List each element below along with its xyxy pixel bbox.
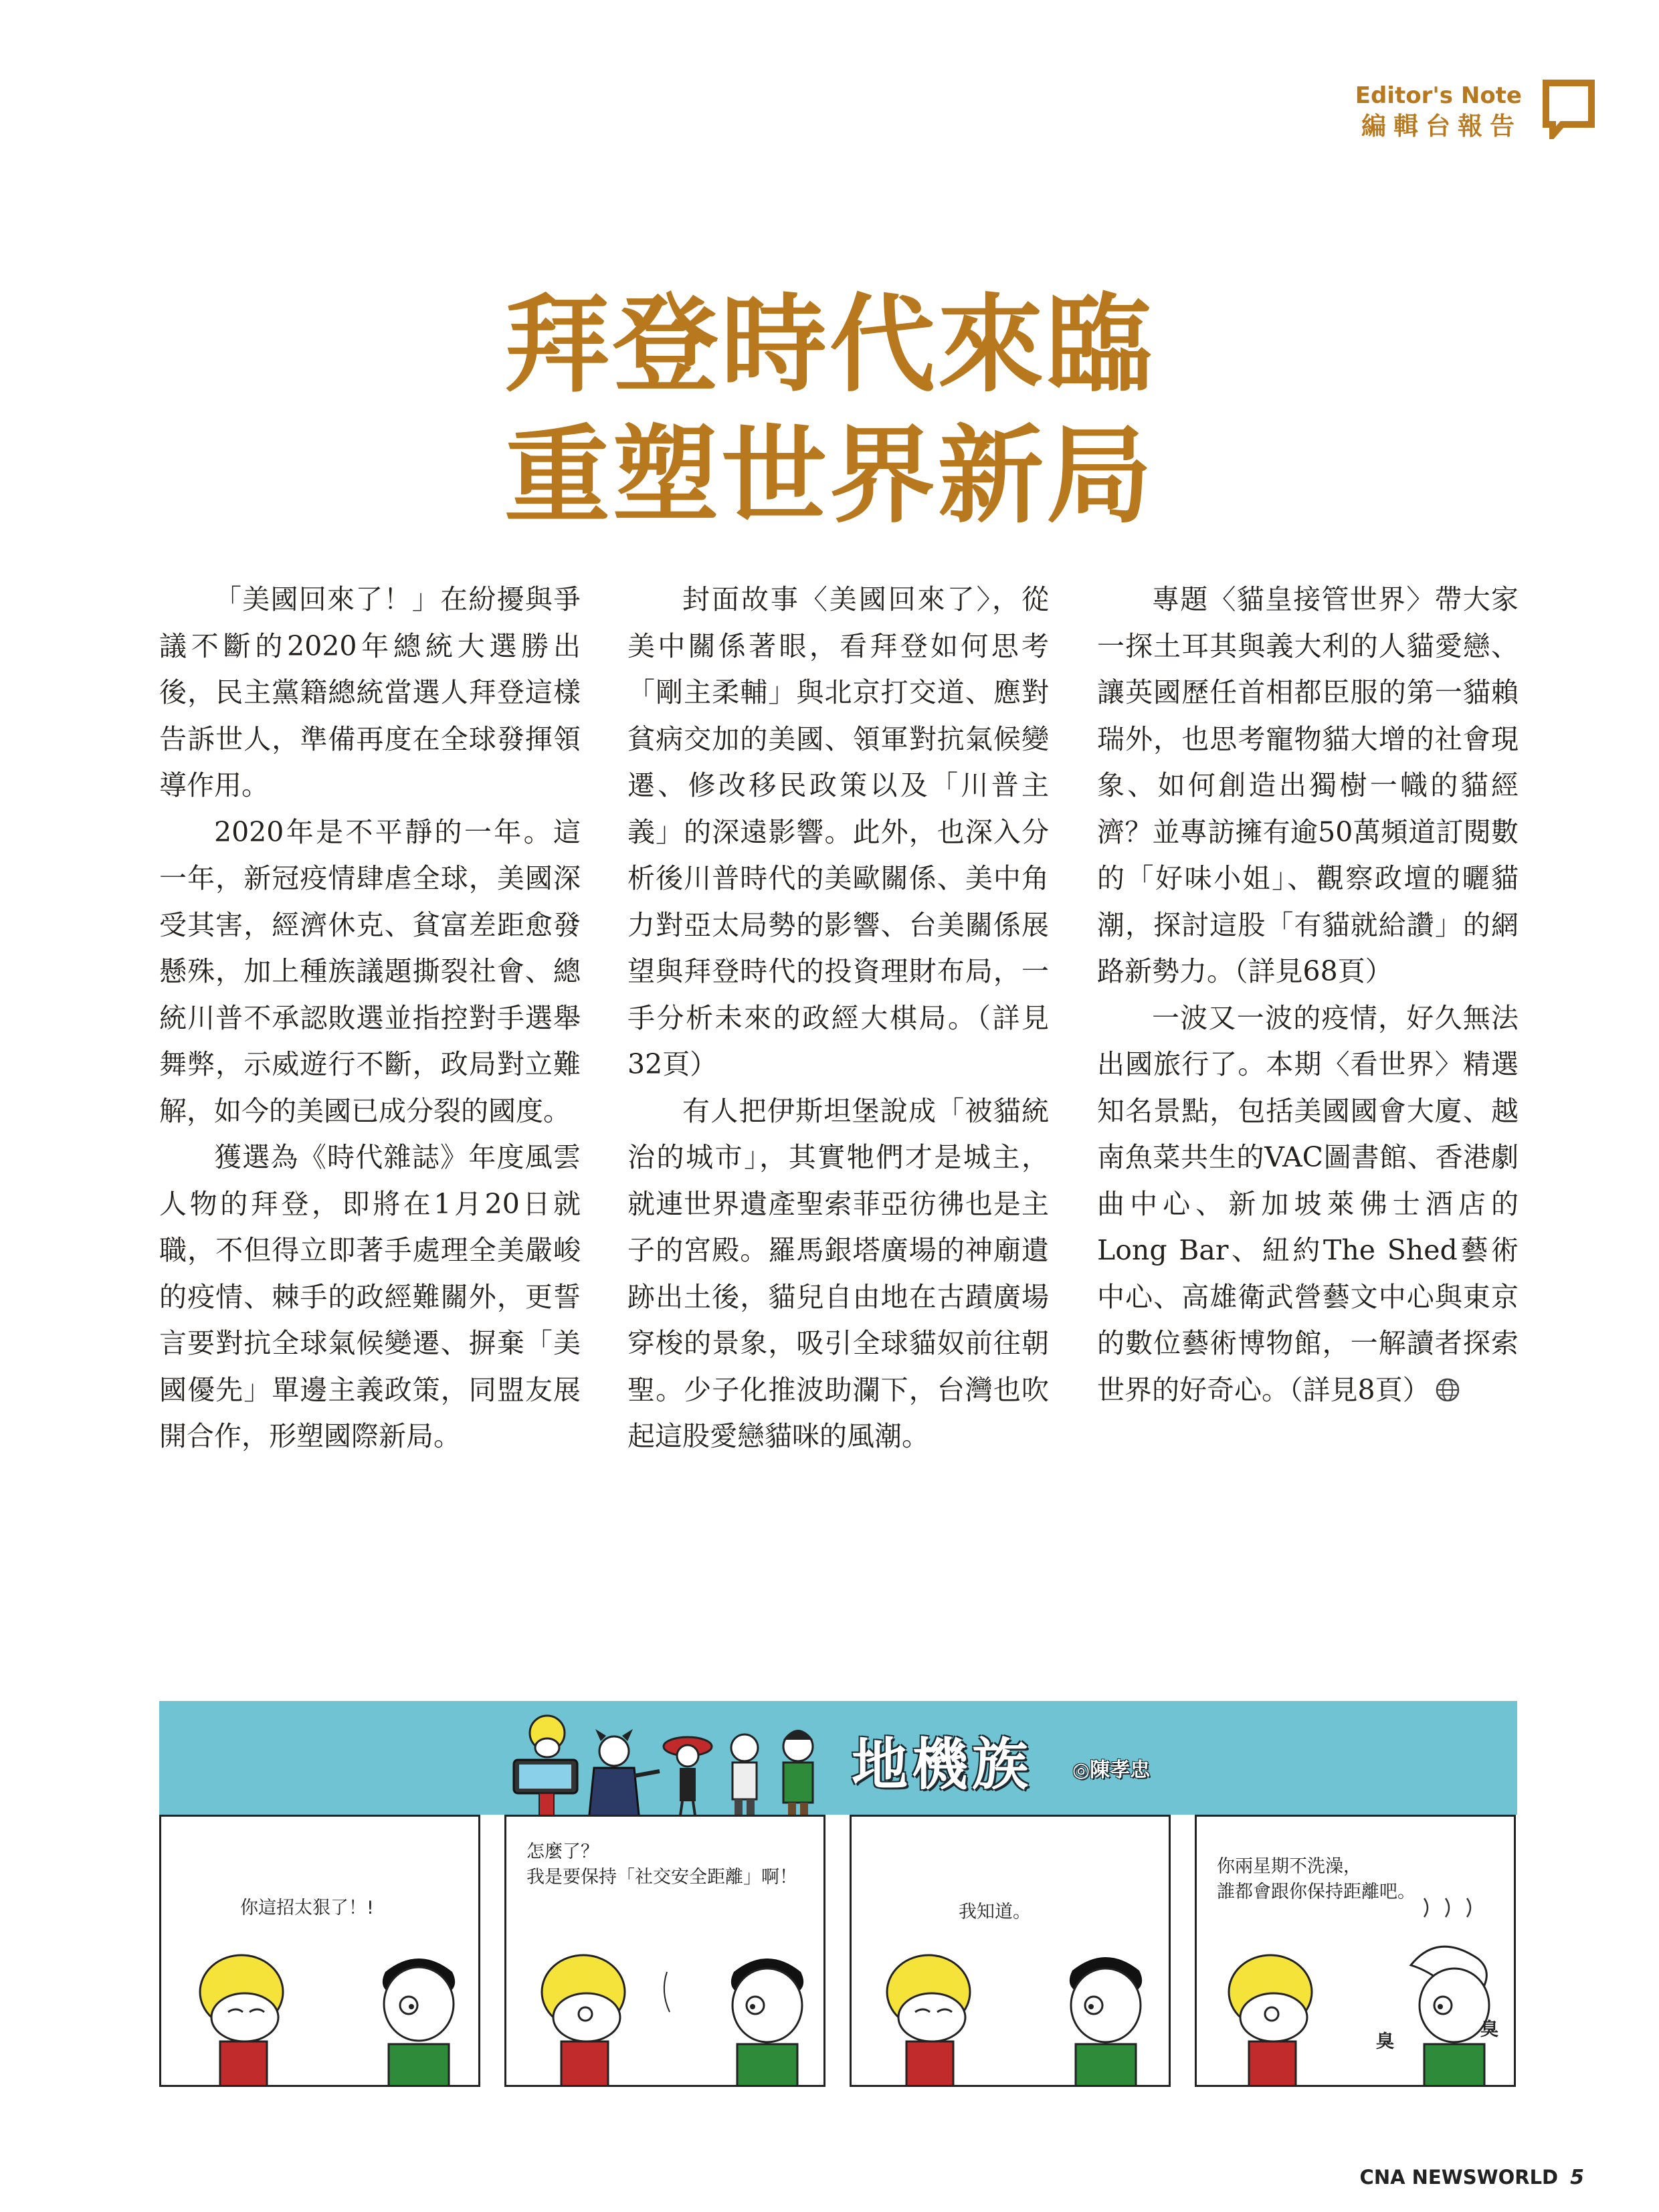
sound-effect-label: 臭: [1480, 2019, 1498, 2040]
title-line-1: 拜登時代來臨: [504, 283, 1155, 407]
paragraph: 專題〈貓皇接管世界〉帶大家一探土耳其與義大利的人貓愛戀、讓英國歷任首相都臣服的第一貓賴瑞外，也思考寵物貓大增的社會現象、如何創造出獨樹一幟的貓經濟？並專訪擁有逾50萬頻道訂閱數的「好味小姐」、觀察政壇的曬貓潮，探討這股「有貓就給讚」的網路新勢力。（詳見68頁）: [1097, 583, 1519, 987]
comic-panel-art: [1197, 1817, 1516, 2087]
page-footer: [1360, 2166, 1584, 2189]
magazine-name: CNA NEWSWORLD: [1359, 2166, 1559, 2189]
paragraph: 2020年是不平靜的一年。這一年，新冠疫情肆虐全球，美國深受其害，經濟休克、貧富差距愈發懸殊，加上種族議題撕裂社會、總統川普不承認敗選並指控對手選舉舞弊，示威遊行不斷，政局對立難解，如今的美國已成分裂的國度。: [159, 815, 581, 1127]
page-title: [0, 280, 1659, 542]
comic-characters-illustration: [507, 1701, 855, 1825]
comic-author: ◎陳孝忠: [1072, 1758, 1151, 1782]
section-label-zh: 編輯台報告: [1361, 112, 1522, 140]
comic-panel-2: [504, 1815, 825, 2087]
body-column-3: [1097, 577, 1519, 1413]
paragraph: 獲選為《時代雜誌》年度風雲人物的拜登，即將在1月20日就職，不但得立即著手處理全美嚴峻的疫情、棘手的政經難關外，更誓言要對抗全球氣候變遷、摒棄「美國優先」單邊主義政策，同盟友展開合作，形塑國際新局。: [159, 1141, 581, 1452]
speech-bubble: 怎麼了？ 我是要保持「社交安全距離」啊！: [526, 1841, 797, 1888]
comic-panel-art: [161, 1817, 480, 2087]
paragraph: 封面故事〈美國回來了〉，從美中關係著眼，看拜登如何思考「剛主柔輔」與北京打交道、應對貧病交加的美國、領軍對抗氣候變遷、修改移民政策以及「川普主義」的深遠影響。此外，也深入分析後川普時代的美歐關係、美中角力對亞太局勢的影響、台美關係展望與拜登時代的投資理財布局，一手分析未來的政經大棋局。（詳見32頁）: [627, 583, 1049, 1080]
comic-title: 地機族: [852, 1732, 1033, 1797]
body-column-1: [159, 577, 581, 1460]
paragraph: [1097, 995, 1519, 1414]
comic-panel-4: [1195, 1815, 1516, 2087]
page-number: 5: [1570, 2166, 1584, 2189]
title-line-2: 重塑世界新局: [504, 414, 1155, 538]
speech-bubble-icon: [1542, 79, 1595, 139]
speech-bubble: 我知道。: [959, 1902, 1031, 1922]
globe-icon: [1434, 1377, 1461, 1403]
paragraph-text: 一波又一波的疫情，好久無法出國旅行了。本期〈看世界〉精選知名景點，包括美國國會大廈、越南魚菜共生的VAC圖書館、香港劇曲中心、新加坡萊佛士酒店的Long Bar、紐約The Shed藝術中心、高雄衛武營藝文中心與東京的數位藝術博物館，一解讀者探索世界的好奇心。（詳見8頁）: [1097, 1001, 1519, 1406]
section-header: [1355, 82, 1522, 143]
body-column-2: [627, 577, 1049, 1460]
speech-bubble: 你這招太狠了！!: [240, 1898, 374, 1918]
comic-banner: [159, 1701, 1517, 1815]
comic-panel-art: [506, 1817, 825, 2087]
section-label-en: Editor's Note: [1355, 82, 1522, 109]
comic-panel-art: [852, 1817, 1171, 2087]
paragraph: 有人把伊斯坦堡說成「被貓統治的城市」，其實牠們才是城主，就連世界遺產聖索菲亞彷彿也是主子的宮殿。羅馬銀塔廣場的神廟遺跡出土後，貓兒自由地在古蹟廣場穿梭的景象，吸引全球貓奴前往朝聖。少子化推波助瀾下，台灣也吹起這股愛戀貓咪的風潮。: [627, 1094, 1049, 1452]
comic-panel-1: [159, 1815, 480, 2087]
sound-effect-label: 臭: [1376, 2031, 1394, 2052]
comic-panel-3: [850, 1815, 1171, 2087]
speech-bubble: 你兩星期不洗澡， 誰都會跟你保持距離吧。: [1217, 1856, 1416, 1902]
paragraph: 「美國回來了！」在紛擾與爭議不斷的2020年總統大選勝出後，民主黨籍總統當選人拜登這樣告訴世人，準備再度在全球發揮領導作用。: [159, 583, 581, 801]
